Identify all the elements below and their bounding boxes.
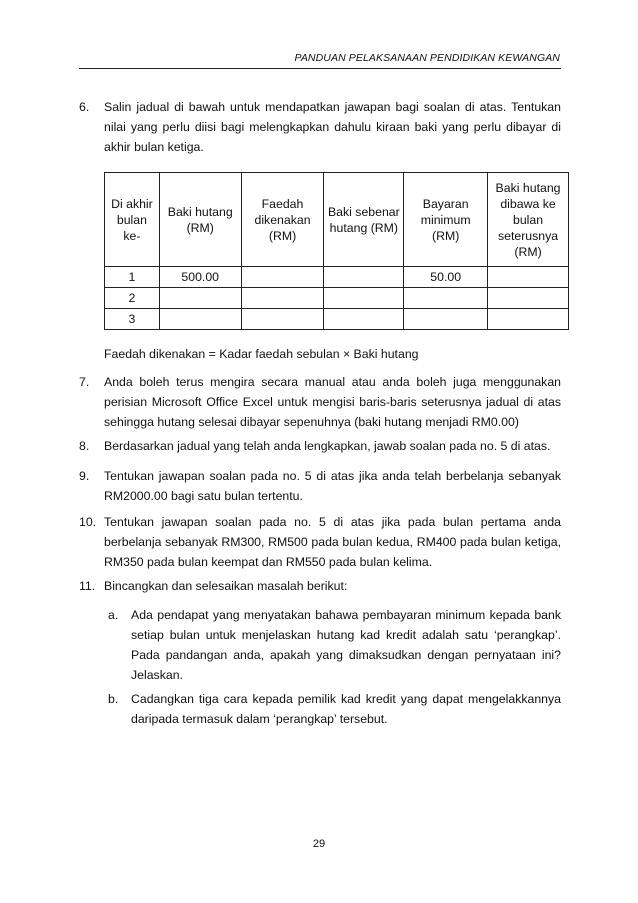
table-cell: [324, 309, 404, 330]
column-header: Di akhir bulan ke-: [105, 173, 160, 267]
table-header-row: [105, 173, 569, 267]
question-11a: [108, 605, 561, 685]
page-number: 29: [312, 838, 326, 850]
question-10: [79, 512, 561, 572]
table-cell: 2: [105, 288, 160, 309]
subquestion-text: Cadangkan tiga cara kepada pemilik kad kredit yang dapat mengelakkannya daripada termasuk dalam ‘perangkap’ tersebut.: [131, 692, 561, 726]
question-number: 11.: [79, 579, 96, 593]
column-header: Bayaran minimum (RM): [404, 173, 488, 267]
question-8: [79, 436, 561, 456]
question-number: 7.: [79, 375, 90, 389]
subquestion-label: b.: [108, 692, 119, 706]
question-text: Berdasarkan jadual yang telah anda lengkapkan, jawab soalan pada no. 5 di atas.: [104, 439, 551, 453]
column-header: Baki sebenar hutang (RM): [324, 173, 404, 267]
table-cell: 50.00: [404, 267, 488, 288]
table-row: [105, 267, 569, 288]
question-text: Salin jadual di bawah untuk mendapatkan jawapan bagi soalan di atas. Tentukan nilai yang perlu diisi bagi melengkapkan dahulu kiraan baki yang perlu dibayar di akhir bulan ketiga.: [104, 100, 561, 154]
question-text: Bincangkan dan selesaikan masalah berikut:: [104, 579, 348, 593]
table-cell: [488, 309, 569, 330]
interest-formula: Faedah dikenakan = Kadar faedah sebulan × Baki hutang: [104, 347, 419, 361]
table-cell: 1: [105, 267, 160, 288]
running-header: PANDUAN PELAKSANAAN PENDIDIKAN KEWANGAN: [294, 52, 560, 64]
table-cell: [404, 309, 488, 330]
table-cell: 3: [105, 309, 160, 330]
question-7: [79, 372, 561, 432]
table-cell: [241, 309, 324, 330]
table-cell: [241, 267, 324, 288]
question-number: 10.: [79, 515, 97, 529]
table-cell: [488, 288, 569, 309]
table-row: [105, 288, 569, 309]
table-cell: [404, 288, 488, 309]
table-row: [105, 309, 569, 330]
column-header: Baki hutang dibawa ke bulan seterusnya (RM): [488, 173, 569, 267]
question-6: [79, 97, 561, 157]
question-number: 8.: [79, 439, 90, 453]
table-cell: [159, 288, 241, 309]
subquestion-text: Ada pendapat yang menyatakan bahawa pembayaran minimum kepada bank setiap bulan untuk menjelaskan hutang kad kredit adalah satu ‘perangkap’. Pada pandangan anda, apakah yang dimaksudkan dengan pernyataan ini? Jelaskan.: [131, 608, 561, 682]
debt-table: [104, 172, 569, 330]
table-cell: [488, 267, 569, 288]
table-cell: [324, 288, 404, 309]
column-header: Baki hutang (RM): [159, 173, 241, 267]
question-text: Tentukan jawapan soalan pada no. 5 di atas jika pada bulan pertama anda berbelanja sebanyak RM300, RM500 pada bulan kedua, RM400 pada bulan ketiga, RM350 pada bulan keempat dan RM550 pada bulan kelima.: [104, 515, 561, 569]
question-number: 6.: [79, 100, 90, 114]
question-11: [79, 576, 561, 596]
question-text: Anda boleh terus mengira secara manual atau anda boleh juga menggunakan perisian Microsoft Office Excel untuk mengisi baris-baris seterusnya jadual di atas sehingga hutang selesai dibayar sepenuhnya (baki hutang menjadi RM0.00): [104, 375, 561, 429]
question-11b: [108, 689, 561, 729]
question-number: 9.: [79, 469, 90, 483]
column-header: Faedah dikenakan (RM): [241, 173, 324, 267]
table-cell: 500.00: [159, 267, 241, 288]
subquestion-label: a.: [108, 608, 119, 622]
table-cell: [241, 288, 324, 309]
question-text: Tentukan jawapan soalan pada no. 5 di atas jika anda telah berbelanja sebanyak RM2000.00 bagi satu bulan tertentu.: [104, 469, 561, 503]
table-cell: [159, 309, 241, 330]
question-9: [79, 466, 561, 506]
table-cell: [324, 267, 404, 288]
header-rule: [79, 68, 561, 69]
